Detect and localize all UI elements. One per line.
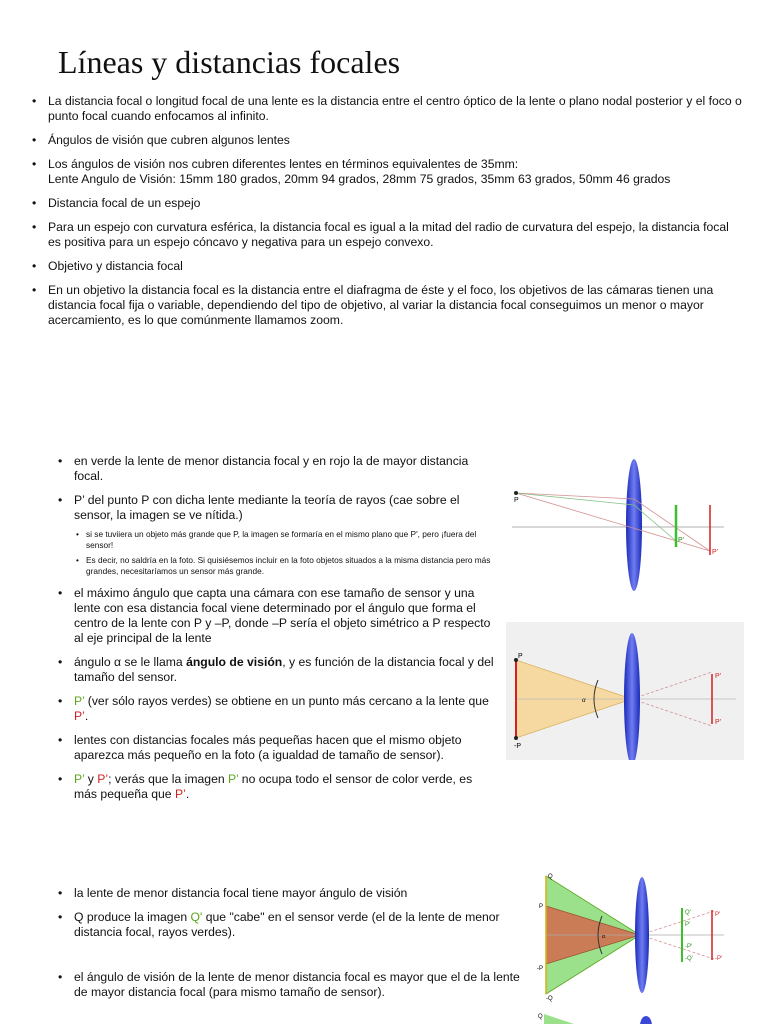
red-label: P’	[74, 709, 85, 723]
list-item: • La distancia focal o longitud focal de una lente es la distancia entre el centro óptico de la lente o plano nodal posterior y el foco o punto focal cuando enfocamos al infinito.	[30, 94, 742, 124]
lens-ray-diagram-1	[506, 455, 728, 595]
list-item: • En un objetivo la distancia focal es la distancia entre el diafragma de éste y el foco, los objetivos de las cámaras tienen una distancia focal fija o variable, dependiendo del tipo de objetivo, al variar la distancia focal conseguimos un menor o mayor acercamiento, es lo que comúnmente llamamos zoom.	[30, 283, 742, 328]
label-minus-q-prime: -Q'	[685, 956, 693, 962]
lens-angle-diagram-2	[506, 622, 744, 760]
sub-list-item: • Es decir, no saldría en la foto. Si quisiésemos incluir en la foto objetos situados a la misma distancia pero más grandes, necesitaríamos un sensor más grande.	[74, 555, 496, 577]
list-item-text: ; verás que la imagen	[108, 772, 229, 786]
list-item	[30, 157, 742, 187]
list-item: • lentes con distancias focales más pequeñas hacen que el mismo objeto aparezca más pequeño en la foto (a igualdad de tamaño de sensor).	[56, 733, 496, 763]
label-p: P	[518, 653, 523, 660]
list-item	[56, 655, 496, 685]
list-item	[56, 772, 496, 802]
lens	[640, 1016, 652, 1024]
list-item-text: , y es función de la distancia focal y del tamaño del sensor.	[74, 655, 494, 684]
point-minus-p	[514, 736, 518, 740]
lens-explanation-list	[56, 454, 496, 811]
green-label: P’	[74, 694, 85, 708]
ray	[640, 911, 714, 935]
lens	[624, 633, 640, 760]
green-label: P’	[74, 772, 85, 786]
list-item: • Ángulos de visión que cubren algunos lentes	[30, 133, 742, 148]
list-item-text: (ver sólo rayos verdes) se obtiene en un punto más cercano a la lente que	[84, 694, 489, 708]
list-item: • Para un espejo con curvatura esférica, la distancia focal es igual a la mitad del radio de curvatura del espejo, la distancia focal es positiva para un espejo cóncavo y negativa para un espejo convexo.	[30, 220, 742, 250]
ray	[634, 499, 710, 551]
label-q: Q	[538, 1014, 543, 1020]
green-label: Q'	[190, 910, 203, 924]
list-item-text: que "cabe" en el sensor verde (el de la lente de menor distancia focal, rayos verdes).	[74, 910, 500, 939]
label-minus-p-prime-red: -P'	[715, 956, 723, 962]
sub-list	[74, 529, 496, 577]
label-minus-q: -Q	[546, 996, 553, 1002]
list-item-text: P’ del punto P con dicha lente mediante la teoría de rayos (cae sobre el sensor, la imagen se ve nítida.)	[74, 493, 460, 522]
intro-list	[30, 94, 742, 337]
label-p: P	[539, 904, 544, 910]
list-item	[56, 910, 526, 940]
view-angle-list	[56, 886, 526, 1000]
list-item-text: Los ángulos de visión nos cubren diferentes lentes en términos equivalentes de 35mm:	[48, 157, 519, 171]
list-item-text: ángulo α se le llama	[74, 655, 187, 669]
label-p-prime-red: P'	[712, 549, 719, 556]
list-item: • Objetivo y distancia focal	[30, 259, 742, 274]
green-label: P’	[228, 772, 239, 786]
green-view-area	[544, 1014, 592, 1024]
list-item: • el máximo ángulo que capta una cámara con ese tamaño de sensor y una lente con esa distancia focal viene determinado por el ángulo que forma el centro de la lente con P y –P, donde –P sería el objeto simétrico a P respecto al eje principal de la lente	[56, 586, 496, 646]
ray	[640, 935, 714, 959]
label-p-prime-green: P'	[685, 922, 691, 928]
label-minus-p: -P	[514, 743, 521, 750]
label-minus-p-prime-green: -P'	[685, 944, 693, 950]
view-angle-comparison-diagram	[532, 866, 728, 1002]
red-label: P’	[97, 772, 109, 786]
red-label: P’	[174, 787, 186, 801]
list-item-text: .	[84, 709, 89, 723]
label-alpha: α	[582, 696, 586, 704]
emphasis-text: ángulo de visión	[186, 655, 283, 669]
partial-diagram	[532, 1010, 672, 1024]
list-item	[56, 493, 496, 577]
list-item	[56, 694, 496, 724]
lens	[635, 877, 649, 993]
label-p-prime-red: P'	[715, 673, 722, 680]
label-p-prime-green: P'	[678, 537, 685, 544]
sub-list-item: • si se tuviiera un objeto más grande que P, la imagen se formaría en el mismo plano que P', pero ¡fuera del sensor!	[74, 529, 496, 551]
list-item-text: Lente Angulo de Visión: 15mm 180 grados, 20mm 94 grados, 28mm 75 grados, 35mm 63 grados, 50mm 46 grados	[48, 172, 671, 186]
label-minus-p: -P	[537, 966, 543, 972]
point-p	[514, 491, 518, 495]
label-p-prime-red-lower: P'	[715, 719, 722, 726]
list-item-text: .	[185, 787, 190, 801]
label-p: P	[514, 497, 519, 504]
label-alpha: α	[602, 934, 606, 940]
list-item: • la lente de menor distancia focal tiene mayor ángulo de visión	[56, 886, 526, 901]
list-item-text: no ocupa todo el sensor de color verde, es más pequeña que	[74, 772, 473, 801]
label-q-prime: Q'	[685, 910, 691, 916]
list-item: • en verde la lente de menor distancia focal y en rojo la de mayor distancia focal.	[56, 454, 496, 484]
label-p-prime-red: P'	[715, 912, 721, 918]
list-item: • Distancia focal de un espejo	[30, 196, 742, 211]
list-item-text: Q produce la imagen	[74, 910, 191, 924]
lens	[626, 459, 642, 591]
ray	[516, 493, 634, 505]
list-item: • el ángulo de visión de la lente de menor distancia focal es mayor que el de la lente de mayor distancia focal (para mismo tamaño de sensor).	[56, 970, 526, 1000]
page-title: Líneas y distancias focales	[58, 44, 401, 80]
label-q: Q	[548, 874, 553, 880]
list-item-text: y	[84, 772, 98, 786]
